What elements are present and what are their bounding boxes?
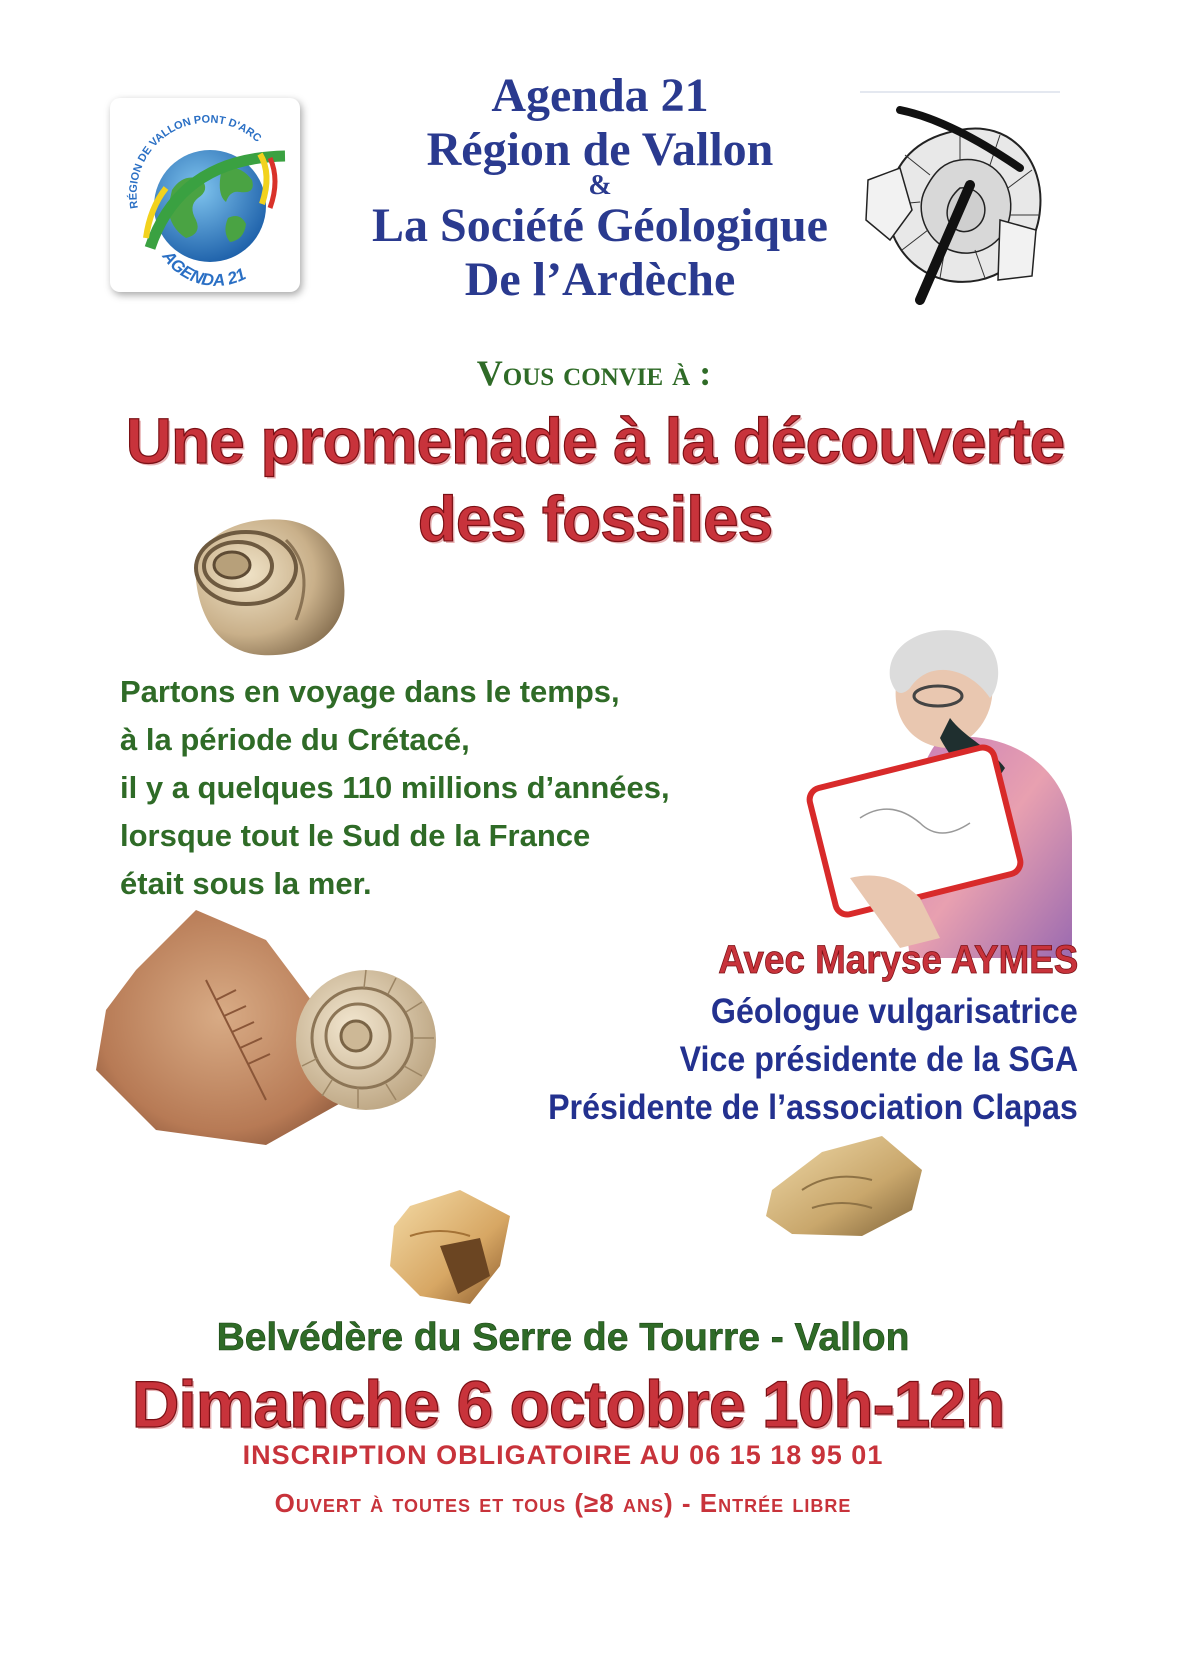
guide-photo — [790, 628, 1072, 958]
header-line-agenda: Agenda 21 — [491, 69, 709, 122]
logo-ring-text-bottom: AGENDA 21 — [158, 246, 249, 291]
event-registration: INSCRIPTION OBLIGATOIRE AU 06 15 18 95 01 — [242, 1440, 884, 1470]
title-line-1: Une promenade à la découverte — [125, 405, 1065, 477]
guide-role-1: Géologue vulgarisatrice — [711, 992, 1078, 1031]
agenda21-logo — [110, 98, 300, 292]
fossil-ammonite-image — [96, 900, 456, 1150]
fossil-rock-image — [762, 1130, 932, 1242]
guide-role-2: Vice présidente de la SGA — [679, 1040, 1078, 1079]
intro-line-5: était sous la mer. — [120, 866, 372, 901]
intro-line-2: à la période du Crétacé, — [120, 722, 470, 757]
event-date: Dimanche 6 octobre 10h-12h — [131, 1367, 1005, 1441]
intro-line-1: Partons en voyage dans le temps, — [120, 674, 620, 709]
header-line-region: Région de Vallon — [426, 123, 774, 176]
intro-line-3: il y a quelques 110 millions d’années, — [120, 770, 670, 805]
event-location: Belvédère du Serre de Tourre - Vallon — [216, 1316, 910, 1359]
header-line-ardeche: De l’Ardèche — [464, 253, 736, 306]
guide-name: Avec Maryse AYMES — [717, 938, 1078, 982]
event-access: Ouvert à toutes et tous (≥8 ans) - Entrée libre — [274, 1488, 852, 1518]
header-line-societe: La Société Géologique — [372, 199, 828, 252]
header-ampersand: & — [588, 170, 612, 201]
logo-ring-text-top: RÉGION DE VALLON PONT D'ARC — [127, 113, 264, 210]
fossil-brachiopod-image — [380, 1186, 520, 1308]
guide-role-3: Présidente de l’association Clapas — [548, 1088, 1078, 1127]
intro-line-4: lorsque tout le Sud de la France — [120, 818, 591, 853]
ammonite-hammer-icon — [860, 90, 1060, 310]
globe-icon — [110, 98, 300, 292]
title-line-2: des fossiles — [417, 483, 773, 555]
invite-text: Vous convie à : — [476, 353, 712, 393]
fossil-shell-image — [176, 510, 352, 660]
sga-emblem — [860, 90, 1060, 310]
intro-paragraph — [120, 668, 670, 908]
